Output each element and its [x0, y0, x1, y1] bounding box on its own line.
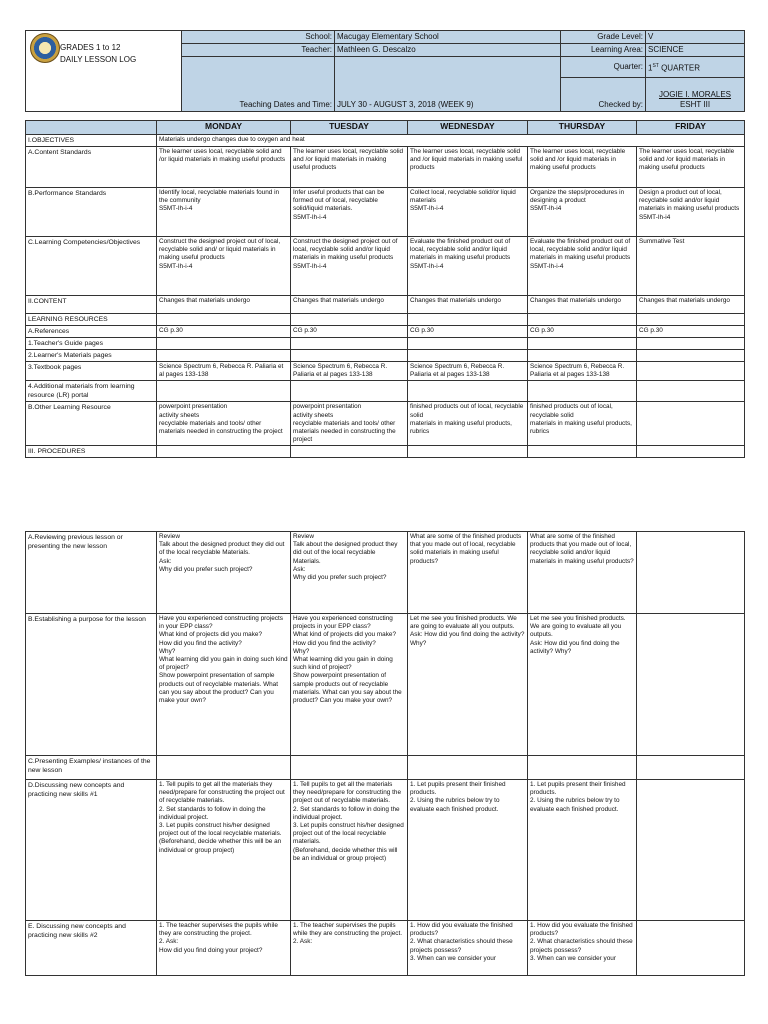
lesson-grid-part2 [25, 531, 745, 976]
cell-monday: 1. Tell pupils to get all the materials they need/prepare for constructing the project out of recyclable materials. 2. Set standards to follow in doing the individual project. 3. Let pupils construct his/her designed project out of the local recyclable materials. (Beforehand, decide whether this will be an individual or group project) [157, 780, 291, 921]
cell-friday [637, 402, 745, 446]
school-label: School: [182, 31, 335, 44]
cell-thursday: Let me see you finished products. We are going to evaluate all you outputs. Ask: How did you find doing the activity? Why? [528, 614, 637, 756]
cell-tuesday: 1. Tell pupils to get all the materials they need/prepare for constructing the project out of recyclable materials. 2. Set standards to follow in doing the individual project. 3. Let pupils construct his/her designed project out of the local recyclable materials. (Beforehand, decide whether this will be an individual or group project) [291, 780, 408, 921]
row-learning-resources [26, 314, 745, 326]
cell-thursday: 1. Let pupils present their finished products. 2. Using the rubrics below try to evaluate each finished product. [528, 780, 637, 921]
row-label: B.Establishing a purpose for the lesson [26, 614, 157, 756]
objectives-label: I.OBJECTIVES [26, 135, 157, 147]
cell-wednesday: Evaluate the finished product out of local, recyclable solid and/or liquid materials in making useful products S5MT-Ih-i-4 [408, 237, 528, 296]
cell-wednesday [408, 350, 528, 362]
row-label: II.CONTENT [26, 296, 157, 314]
cell-tuesday: Have you experienced constructing projects in your EPP class? What kind of projects did you make? How did you find the activity? Why? What learning did you gain in doing such kind of project? Show powerpoint presentation of sample products out of recyclable materials. What can you say about the product? Can you make your own? [291, 614, 408, 756]
cell-friday [637, 756, 745, 780]
row-c-presenting-examples-instances-of-the-new-lesson [26, 756, 745, 780]
lesson-grid-part1 [25, 120, 745, 458]
row-c-learning-competencies-objectives [26, 237, 745, 296]
cell-friday: The learner uses local, recyclable solid and /or liquid materials in making useful products [637, 147, 745, 188]
cell-friday [637, 381, 745, 402]
day-wednesday: WEDNESDAY [408, 121, 528, 135]
cell-thursday [528, 756, 637, 780]
day-monday: MONDAY [157, 121, 291, 135]
cell-friday: Design a product out of local, recyclable solid and/or liquid materials in making useful products S5MT-Ih-i4 [637, 188, 745, 237]
cell-monday [157, 756, 291, 780]
row-4-additional-materials-from-learning-resource-lr-portal [26, 381, 745, 402]
cell-tuesday: powerpoint presentation activity sheets recyclable materials and tools/ other materials needed in constructing the project [291, 402, 408, 446]
cell-wednesday: Let me see you finished products. We are going to evaluate all you outputs. Ask: How did you find doing the activity? Why? [408, 614, 528, 756]
cell-tuesday: 1. The teacher supervises the pupils while they are constructing the project. 2. Ask: [291, 921, 408, 976]
cell-tuesday: Changes that materials undergo [291, 296, 408, 314]
cell-wednesday [408, 381, 528, 402]
row-label: A.Content Standards [26, 147, 157, 188]
quarter-sup: ST [652, 62, 659, 69]
day-thursday: THURSDAY [528, 121, 637, 135]
row-label: LEARNING RESOURCES [26, 314, 157, 326]
cell-wednesday [408, 446, 528, 458]
log-title-line2: DAILY LESSON LOG [60, 55, 137, 64]
cell-friday [637, 532, 745, 614]
row-3-textbook-pages [26, 362, 745, 381]
cell-tuesday [291, 446, 408, 458]
day-tuesday: TUESDAY [291, 121, 408, 135]
cell-friday [637, 338, 745, 350]
cell-monday [157, 446, 291, 458]
dates-value-text: JULY 30 - AUGUST 3, 2018 (WEEK 9) [337, 100, 474, 109]
row-label: E. Discussing new concepts and practicing new skills #2 [26, 921, 157, 976]
cell-monday [157, 381, 291, 402]
cell-monday: Construct the designed project out of local, recyclable solid and/ or liquid materials in making useful products S5MT-Ih-i-4 [157, 237, 291, 296]
row-label: 1.Teacher's Guide pages [26, 338, 157, 350]
cell-friday: Changes that materials undergo [637, 296, 745, 314]
cell-thursday: Organize the steps/procedures in designing a product S5MT-Ih-i4 [528, 188, 637, 237]
checked-label-text: Checked by: [598, 100, 643, 109]
log-title [60, 42, 136, 66]
cell-wednesday [408, 338, 528, 350]
row-2-learner-s-materials-pages [26, 350, 745, 362]
corner-cell [26, 121, 157, 135]
quarter-num: 1 [648, 63, 653, 73]
cell-thursday: Changes that materials undergo [528, 296, 637, 314]
cell-friday [637, 314, 745, 326]
row-label: D.Discussing new concepts and practicing new skills #1 [26, 780, 157, 921]
quarter-label: Quarter: [561, 57, 646, 78]
quarter-value [646, 57, 745, 78]
cell-wednesday: CG p.30 [408, 326, 528, 338]
cell-wednesday: Collect local, recyclable solid/or liquid materials S5MT-Ih-i-4 [408, 188, 528, 237]
cell-friday [637, 780, 745, 921]
row-ii-content [26, 296, 745, 314]
dates-value [335, 57, 561, 112]
cell-wednesday: finished products out of local, recyclable solid materials in making useful products, rubrics [408, 402, 528, 446]
checked-label [561, 78, 646, 112]
cell-wednesday: Science Spectrum 6, Rebecca R. Paliaria et al pages 133-138 [408, 362, 528, 381]
cell-monday [157, 338, 291, 350]
cell-thursday [528, 350, 637, 362]
school-value: Macugay Elementary School [335, 31, 561, 44]
objectives-text: Materials undergo changes due to oxygen and heat [157, 135, 745, 147]
cell-monday [157, 314, 291, 326]
cell-friday [637, 614, 745, 756]
teacher-value: Mathleen G. Descalzo [335, 44, 561, 57]
cell-tuesday: Review Talk about the designed product they did out of the local recyclable Materials. Ask: Why did you prefer such project? [291, 532, 408, 614]
row-label: III. PROCEDURES [26, 446, 157, 458]
cell-thursday: finished products out of local, recyclable solid materials in making useful products, rubrics [528, 402, 637, 446]
cell-thursday: Evaluate the finished product out of local, recyclable solid and/or liquid materials in making useful products S5MT-Ih-i-4 [528, 237, 637, 296]
row-b-performance-standards [26, 188, 745, 237]
row-label: 3.Textbook pages [26, 362, 157, 381]
cell-friday: CG p.30 [637, 326, 745, 338]
row-label: 2.Learner's Materials pages [26, 350, 157, 362]
row-b-other-learning-resource [26, 402, 745, 446]
dates-label-text: Teaching Dates and Time: [239, 100, 332, 109]
row-label: C.Learning Competencies/Objectives [26, 237, 157, 296]
deped-seal-logo [30, 33, 60, 63]
cell-friday: Summative Test [637, 237, 745, 296]
row-label: B.Other Learning Resource [26, 402, 157, 446]
row-b-establishing-a-purpose-for-the-lesson [26, 614, 745, 756]
cell-tuesday [291, 381, 408, 402]
teacher-label: Teacher: [182, 44, 335, 57]
cell-thursday [528, 446, 637, 458]
row-label: A.References [26, 326, 157, 338]
cell-wednesday: The learner uses local, recyclable solid and /or liquid materials in making useful products [408, 147, 528, 188]
quarter-text: QUARTER [658, 63, 701, 73]
cell-monday: Changes that materials undergo [157, 296, 291, 314]
dates-label [182, 57, 335, 112]
grade-value: V [646, 31, 745, 44]
row-label: B.Performance Standards [26, 188, 157, 237]
cell-tuesday: Construct the designed project out of local, recyclable solid and/or liquid materials in making useful products S5MT-Ih-i-4 [291, 237, 408, 296]
cell-friday [637, 446, 745, 458]
row-1-teacher-s-guide-pages [26, 338, 745, 350]
row-a-reviewing-previous-lesson-or-presenting-the-new-lesson [26, 532, 745, 614]
cell-wednesday: 1. How did you evaluate the finished products? 2. What characteristics should these projects possess? 3. When can we consider your [408, 921, 528, 976]
cell-tuesday [291, 756, 408, 780]
cell-tuesday [291, 338, 408, 350]
cell-wednesday: 1. Let pupils present their finished products. 2. Using the rubrics below try to evaluate each finished product. [408, 780, 528, 921]
cell-thursday [528, 314, 637, 326]
cell-wednesday: Changes that materials undergo [408, 296, 528, 314]
cell-thursday: Science Spectrum 6, Rebecca R. Paliaria et al pages 133-138 [528, 362, 637, 381]
cell-friday [637, 350, 745, 362]
day-friday: FRIDAY [637, 121, 745, 135]
cell-monday: Identify local, recyclable materials found in the community S5MT-Ih-i-4 [157, 188, 291, 237]
cell-thursday [528, 381, 637, 402]
cell-friday [637, 921, 745, 976]
cell-tuesday: Science Spectrum 6, Rebecca R. Paliaria et al pages 133-138 [291, 362, 408, 381]
row-label: C.Presenting Examples/ instances of the new lesson [26, 756, 157, 780]
cell-monday: The learner uses local, recyclable solid and /or liquid materials in making useful products [157, 147, 291, 188]
checker-title: ESHT III [679, 100, 711, 109]
cell-thursday: CG p.30 [528, 326, 637, 338]
cell-thursday: What are some of the finished products that you made out of local, recyclable solid and/or liquid materials in making useful products? [528, 532, 637, 614]
row-label: 4.Additional materials from learning resource (LR) portal [26, 381, 157, 402]
row-e-discussing-new-concepts-and-practicing-new-skills-2 [26, 921, 745, 976]
log-title-line1: GRADES 1 to 12 [60, 43, 121, 52]
cell-thursday: 1. How did you evaluate the finished products? 2. What characteristics should these projects possess? 3. When can we consider your [528, 921, 637, 976]
cell-wednesday [408, 314, 528, 326]
cell-wednesday [408, 756, 528, 780]
cell-tuesday: The learner uses local, recyclable solid and /or liquid materials in making useful products [291, 147, 408, 188]
cell-monday: powerpoint presentation activity sheets recyclable materials and tools/ other materials needed in constructing the project [157, 402, 291, 446]
row-label: A.Reviewing previous lesson or presenting the new lesson [26, 532, 157, 614]
cell-monday: Have you experienced constructing projects in your EPP class? What kind of projects did you make? How did you find the activity? Why? What learning did you gain in doing such kind of project? Show powerpoint presentation of sample products out of recyclable materials. What can you say about the product? Can you make your own? [157, 614, 291, 756]
cell-monday: CG p.30 [157, 326, 291, 338]
row-a-references [26, 326, 745, 338]
cell-tuesday [291, 314, 408, 326]
cell-friday [637, 362, 745, 381]
cell-thursday: The learner uses local, recyclable solid and /or liquid materials in making useful products [528, 147, 637, 188]
cell-monday: Science Spectrum 6, Rebecca R. Paliaria et al pages 133-138 [157, 362, 291, 381]
cell-tuesday: Infer useful products that can be formed out of local, recyclable solid/liquid materials. S5MT-Ih-i-4 [291, 188, 408, 237]
checker-name: JOGIE I. MORALES [658, 90, 731, 99]
cell-monday: Review Talk about the designed product they did out of the local recyclable Materials. Ask: Why did you prefer such project? [157, 532, 291, 614]
row-a-content-standards [26, 147, 745, 188]
checker-cell [646, 78, 745, 112]
row-d-discussing-new-concepts-and-practicing-new-skills-1 [26, 780, 745, 921]
cell-thursday [528, 338, 637, 350]
cell-tuesday [291, 350, 408, 362]
cell-wednesday: What are some of the finished products that you made out of local, recyclable solid materials in making useful products? [408, 532, 528, 614]
cell-monday: 1. The teacher supervises the pupils while they are constructing the project. 2. Ask: How did you find doing your project? [157, 921, 291, 976]
grade-label: Grade Level: [561, 31, 646, 44]
area-value: SCIENCE [646, 44, 745, 57]
area-label: Learning Area: [561, 44, 646, 57]
row-iii-procedures [26, 446, 745, 458]
cell-monday [157, 350, 291, 362]
cell-tuesday: CG p.30 [291, 326, 408, 338]
